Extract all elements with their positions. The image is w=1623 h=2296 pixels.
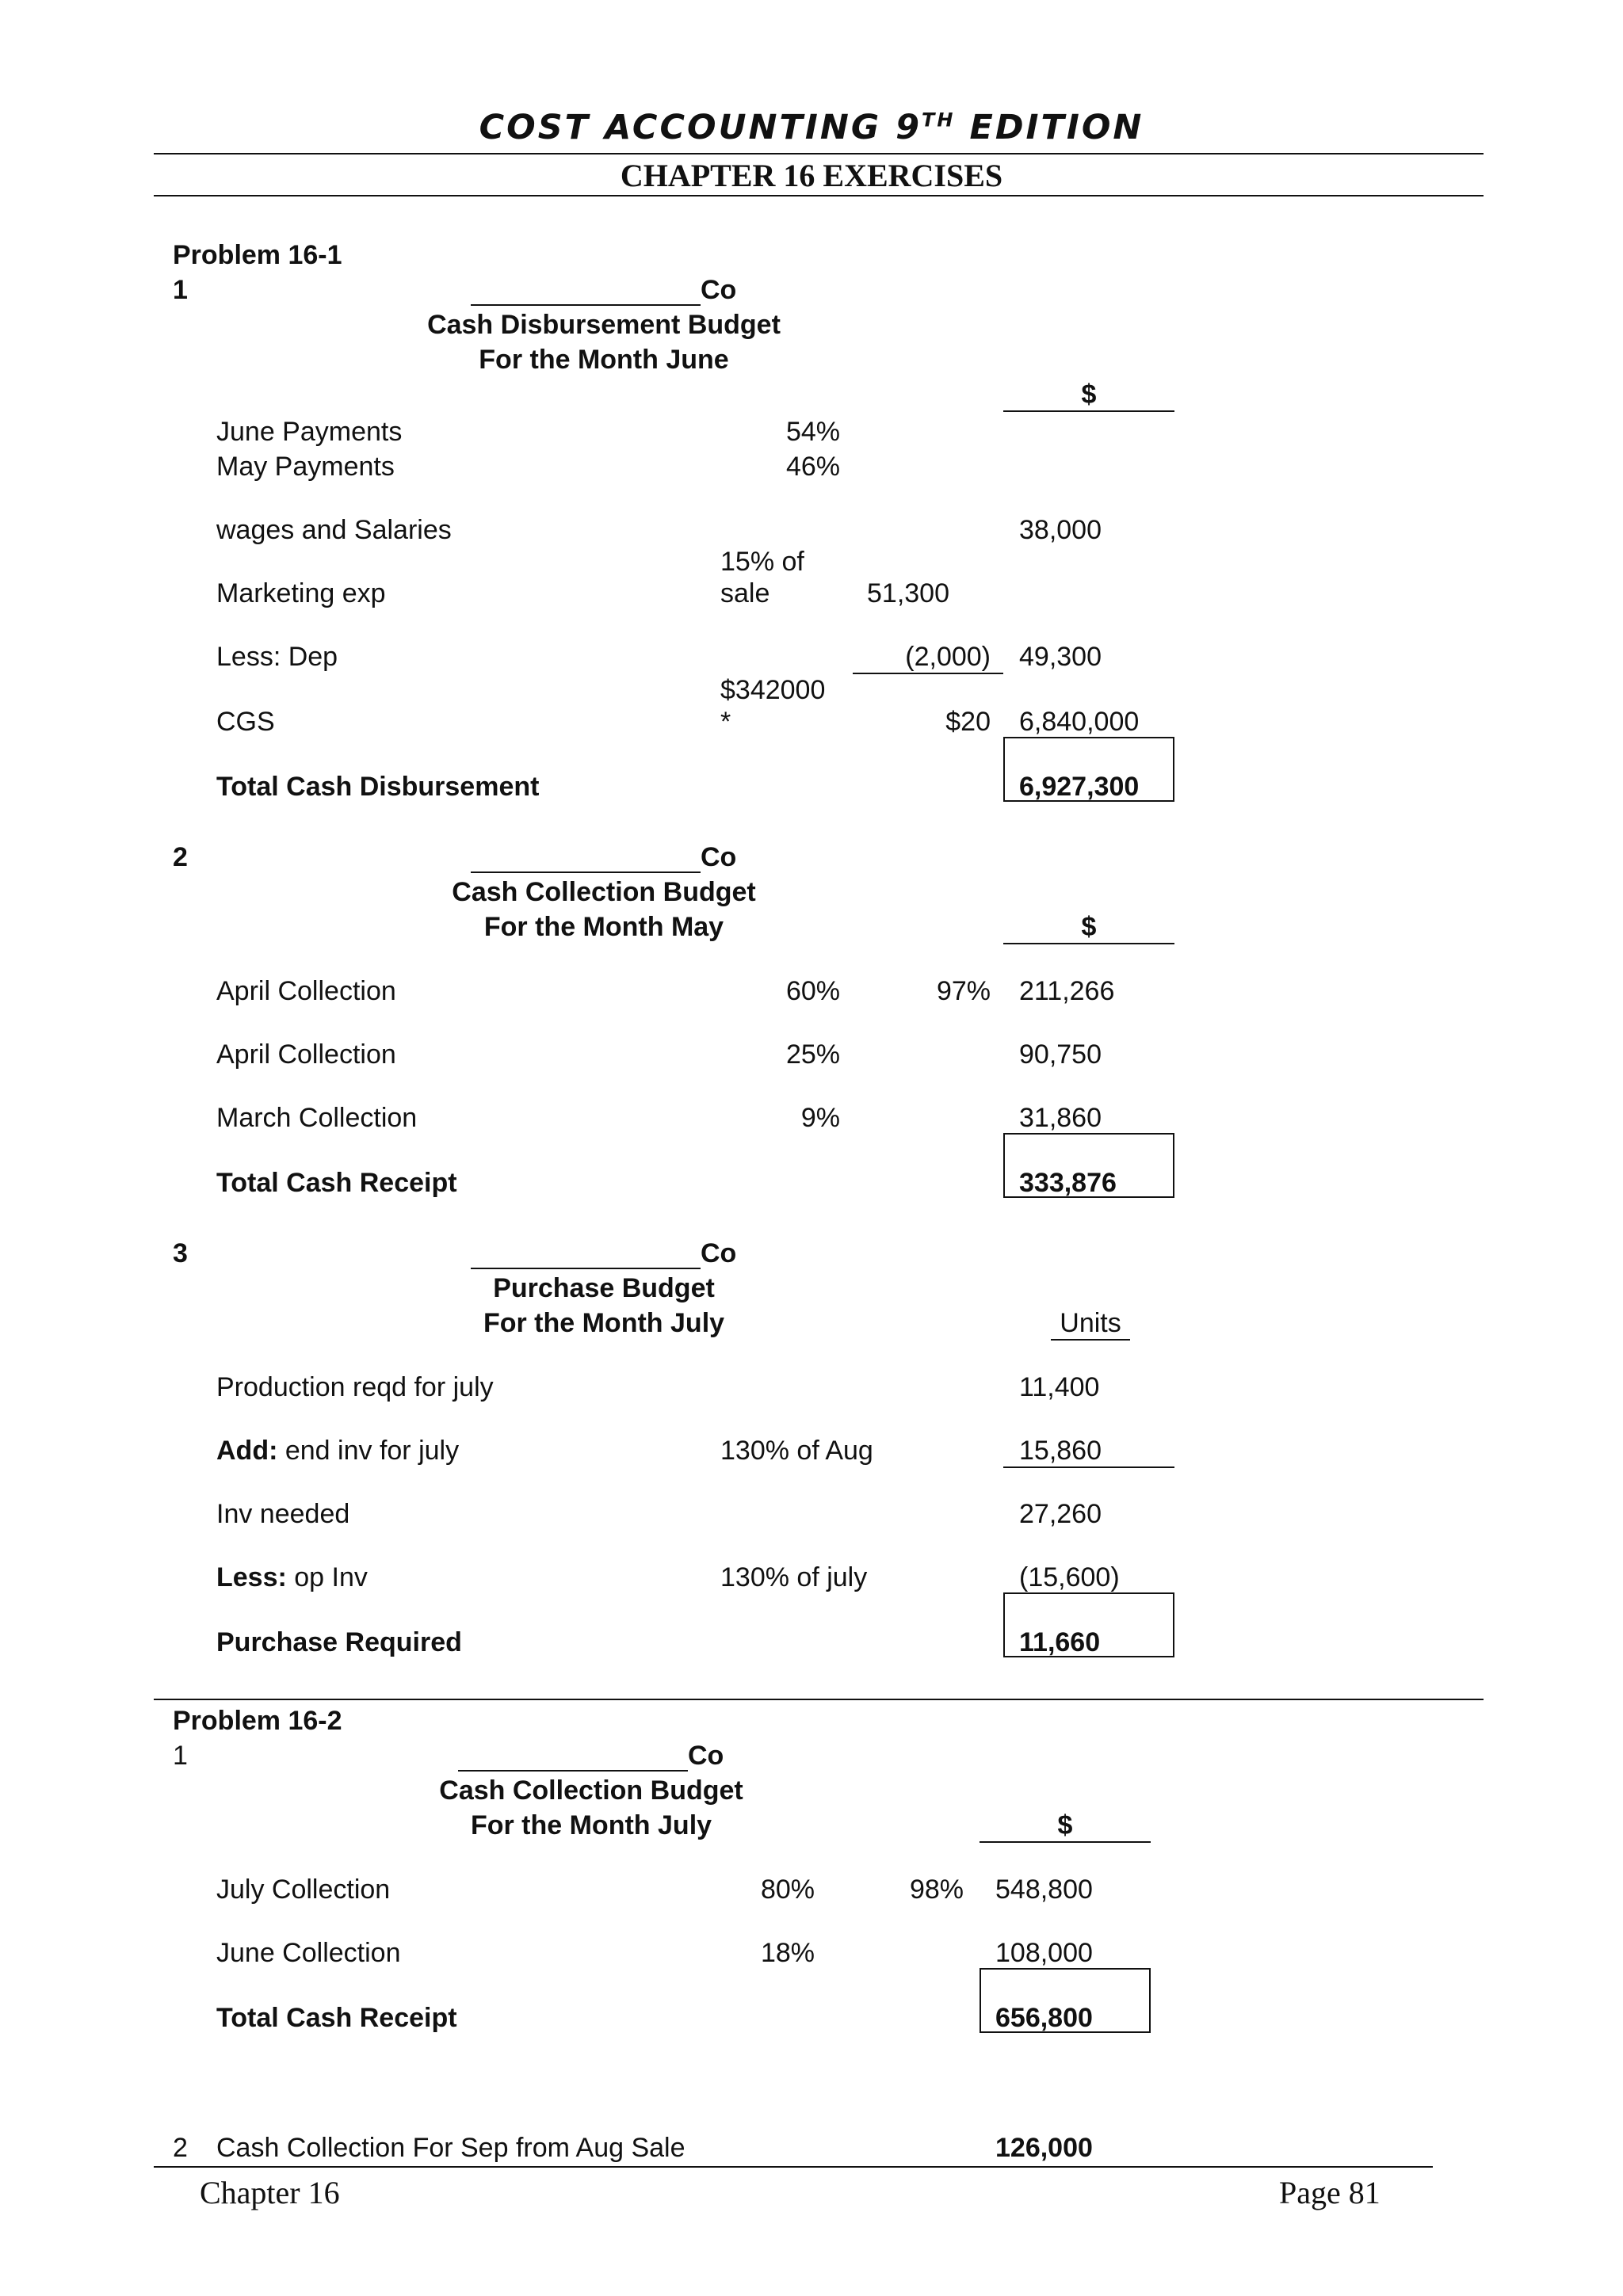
budget-period: For the Month July — [470, 1810, 712, 1840]
total-amount: 6,927,300 — [1019, 772, 1140, 802]
row-label: Marketing exp — [216, 578, 386, 608]
row-rate: 60% — [785, 976, 840, 1006]
problem-label: Problem 16-1 — [173, 240, 342, 270]
section-divider — [154, 1699, 1484, 1700]
row-rate-top: 15% of — [720, 547, 804, 577]
row-amount: (15,600) — [1019, 1562, 1120, 1592]
row-label: July Collection — [216, 1875, 391, 1905]
row-label: March Collection — [216, 1103, 418, 1133]
row-label: Inv needed — [216, 1499, 350, 1529]
footer-page-number: Page 81 — [1279, 2175, 1381, 2210]
budget-title: Cash Collection Budget — [452, 877, 756, 907]
row-rate: * — [720, 707, 731, 737]
row-rate: 130% of july — [720, 1562, 868, 1592]
row-rate: 54% — [785, 417, 840, 447]
unit-header: Units — [1060, 1308, 1121, 1338]
row-label: CGS — [216, 707, 275, 737]
currency-header: $ — [1057, 1810, 1073, 1840]
row-amount: 11,400 — [1019, 1372, 1100, 1402]
company-blank — [458, 1770, 688, 1772]
row-amount: 211,266 — [1019, 976, 1115, 1006]
total-amount: 656,800 — [995, 2003, 1093, 2033]
row-amount: 6,840,000 — [1019, 707, 1140, 737]
row-rate-top: $342000 — [720, 675, 826, 705]
row-label: Cash Collection For Sep from Aug Sale — [216, 2133, 685, 2163]
row-label: Add: end inv for july — [216, 1436, 460, 1466]
row-amount: 126,000 — [995, 2133, 1093, 2163]
budget-period: For the Month July — [483, 1308, 725, 1338]
row-subtotal: 51,300 — [867, 578, 949, 608]
footer-chapter: Chapter 16 — [200, 2175, 340, 2210]
currency-underline — [1003, 943, 1174, 944]
row-rate: 9% — [800, 1103, 840, 1133]
row-label: Less: Dep — [216, 642, 338, 672]
unit-underline — [1051, 1339, 1130, 1341]
total-amount: 11,660 — [1019, 1627, 1101, 1657]
company-blank — [471, 1268, 701, 1269]
currency-underline — [980, 1841, 1151, 1843]
row-amount: 31,860 — [1019, 1103, 1102, 1133]
row-amount: 15,860 — [1019, 1436, 1102, 1466]
amount-underline — [1003, 1466, 1174, 1468]
company-blank — [471, 304, 701, 306]
row-subtotal: $20 — [945, 707, 991, 737]
part-number: 2 — [173, 842, 188, 872]
row-label: April Collection — [216, 976, 396, 1006]
part-number: 2 — [173, 2133, 188, 2163]
budget-title: Cash Collection Budget — [439, 1775, 743, 1806]
document-title: COST ACCOUNTING 9TH EDITION — [479, 108, 1144, 147]
company-blank — [471, 871, 701, 873]
problem-label: Problem 16-2 — [173, 1706, 342, 1736]
row-rate: 80% — [760, 1875, 815, 1905]
part-number: 3 — [173, 1238, 188, 1268]
total-label: Total Cash Receipt — [216, 1168, 457, 1198]
budget-period: For the Month May — [483, 912, 724, 942]
row-label: Production reqd for july — [216, 1372, 494, 1402]
row-amount: 90,750 — [1019, 1039, 1102, 1070]
row-rate: 130% of Aug — [720, 1436, 873, 1466]
row-amount: 49,300 — [1019, 642, 1102, 672]
company-suffix: Co — [701, 842, 737, 872]
subtotal-underline — [853, 673, 1003, 674]
total-label: Total Cash Receipt — [216, 2003, 457, 2033]
row-label: June Payments — [216, 417, 403, 447]
row-rate: sale — [720, 578, 770, 608]
total-label: Purchase Required — [216, 1627, 462, 1657]
total-label: Total Cash Disbursement — [216, 772, 540, 802]
header-rule-top — [154, 153, 1484, 154]
header-rule-bottom — [154, 195, 1484, 196]
company-suffix: Co — [688, 1741, 724, 1771]
row-label: June Collection — [216, 1938, 401, 1968]
row-subtotal: 98% — [909, 1875, 964, 1905]
currency-header: $ — [1081, 379, 1097, 410]
company-suffix: Co — [701, 1238, 737, 1268]
footer-rule — [154, 2166, 1433, 2168]
company-suffix: Co — [701, 275, 737, 305]
row-amount: 548,800 — [995, 1875, 1093, 1905]
row-label: wages and Salaries — [216, 515, 452, 545]
budget-title: Cash Disbursement Budget — [427, 310, 781, 340]
budget-period: For the Month June — [479, 345, 729, 375]
total-amount: 333,876 — [1019, 1168, 1117, 1198]
part-number: 1 — [173, 1741, 188, 1771]
row-rate: 46% — [785, 452, 840, 482]
row-rate: 25% — [785, 1039, 840, 1070]
row-subtotal: (2,000) — [905, 642, 991, 672]
budget-title: Purchase Budget — [493, 1273, 715, 1303]
row-amount: 108,000 — [995, 1938, 1093, 1968]
currency-header: $ — [1081, 912, 1097, 942]
row-label: Less: op Inv — [216, 1562, 368, 1592]
row-label: April Collection — [216, 1039, 396, 1070]
row-subtotal: 97% — [936, 976, 991, 1006]
document-subtitle: CHAPTER 16 EXERCISES — [620, 158, 1003, 193]
part-number: 1 — [173, 275, 188, 305]
row-amount: 38,000 — [1019, 515, 1102, 545]
row-rate: 18% — [760, 1938, 815, 1968]
row-label: May Payments — [216, 452, 395, 482]
currency-underline — [1003, 410, 1174, 412]
row-amount: 27,260 — [1019, 1499, 1102, 1529]
